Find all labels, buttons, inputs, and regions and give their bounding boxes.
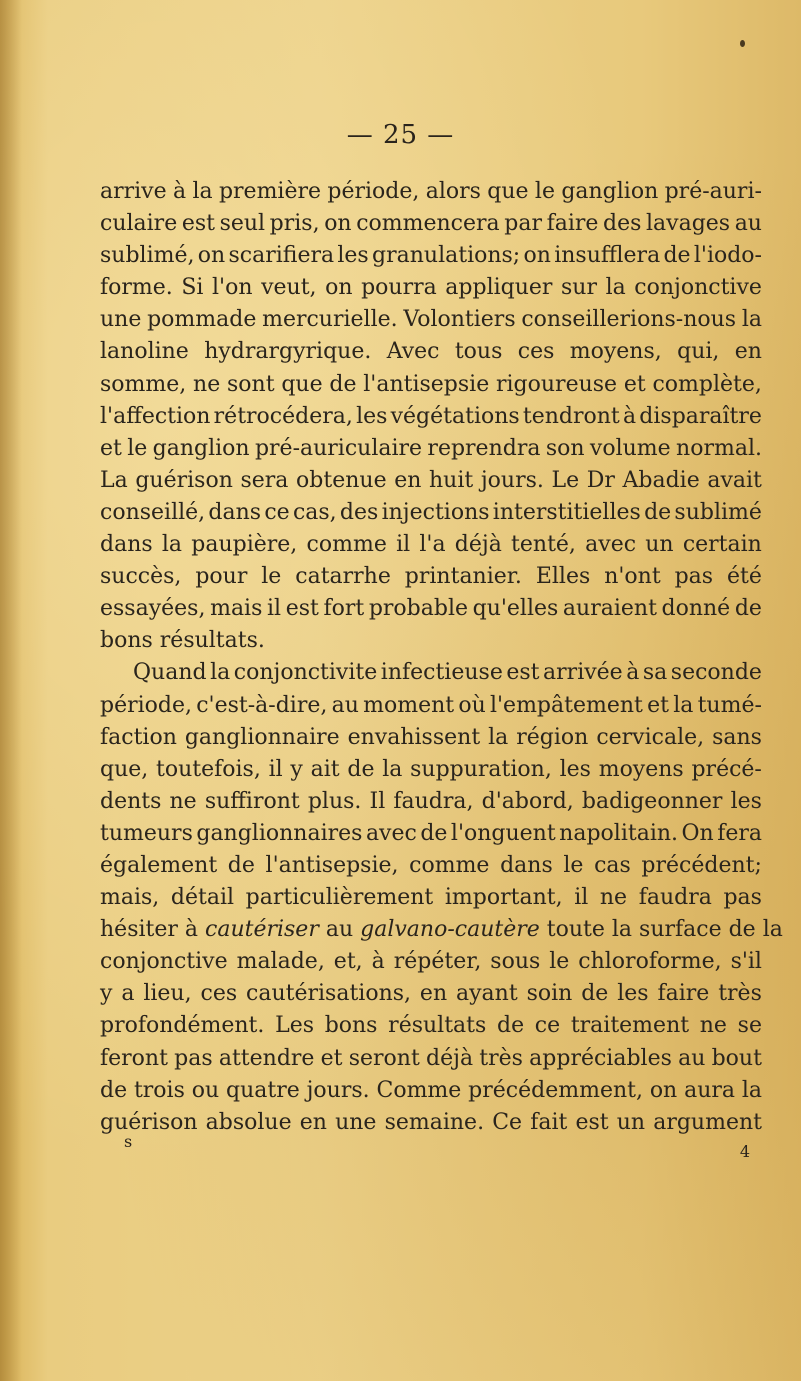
word: semaine. bbox=[384, 1109, 485, 1135]
word: l'a bbox=[419, 532, 446, 558]
word: guérison bbox=[135, 467, 233, 493]
word: déjà bbox=[426, 1045, 474, 1071]
text-line bbox=[100, 1107, 762, 1139]
word: période, bbox=[327, 179, 420, 204]
word: aura bbox=[684, 1077, 735, 1103]
word: mais, bbox=[100, 885, 160, 911]
word: seconde bbox=[670, 660, 762, 686]
word: particulièrement bbox=[245, 885, 434, 911]
word: y bbox=[100, 981, 113, 1007]
page-spine-shadow bbox=[0, 0, 22, 1381]
word: sera bbox=[240, 467, 289, 493]
text-line bbox=[100, 401, 762, 433]
word: badigeonner bbox=[581, 788, 723, 814]
word: au bbox=[678, 1045, 706, 1071]
word: au bbox=[734, 211, 762, 237]
text-line bbox=[100, 336, 762, 368]
word: un bbox=[645, 532, 674, 558]
text-line bbox=[100, 978, 762, 1010]
word: les bbox=[337, 243, 369, 269]
word: cervicale, bbox=[596, 724, 705, 750]
word: conjonctive bbox=[634, 275, 762, 301]
word: donné bbox=[661, 596, 731, 622]
word: ne bbox=[193, 371, 221, 397]
word: argument bbox=[653, 1109, 762, 1135]
word: faction bbox=[100, 724, 177, 750]
word: bons bbox=[324, 1013, 378, 1039]
word: détail bbox=[170, 885, 235, 911]
word: la bbox=[488, 724, 509, 750]
word: sublimé bbox=[674, 499, 762, 525]
word: il bbox=[267, 596, 282, 622]
word: ne bbox=[169, 788, 197, 814]
word: l'affection bbox=[100, 403, 211, 429]
word: on bbox=[325, 275, 353, 301]
word: de bbox=[100, 1077, 128, 1103]
word: avec bbox=[365, 820, 417, 846]
word: ne bbox=[699, 1013, 727, 1039]
word: appliquer bbox=[445, 275, 553, 301]
word: hydrargyrique. bbox=[204, 339, 372, 365]
word: la bbox=[210, 660, 231, 686]
word: ganglion bbox=[152, 435, 250, 461]
word: arrivée bbox=[543, 660, 623, 686]
text-line bbox=[100, 850, 762, 882]
word: au bbox=[331, 692, 359, 718]
word: comme bbox=[306, 532, 387, 558]
word: on bbox=[523, 243, 551, 269]
word: fait bbox=[530, 1109, 568, 1135]
text-line bbox=[100, 561, 762, 593]
text-line bbox=[100, 1010, 762, 1042]
word: d'abord, bbox=[481, 788, 574, 814]
word: précédemment, bbox=[468, 1077, 643, 1103]
word: Si bbox=[181, 275, 204, 301]
word: de bbox=[496, 1013, 525, 1039]
word: conseillerions-nous bbox=[521, 307, 737, 333]
italic-term-galvano-cautere: galvano-cautère bbox=[360, 917, 540, 943]
word: moyens, bbox=[569, 339, 662, 365]
word: ait bbox=[310, 756, 340, 782]
word: on bbox=[197, 243, 226, 269]
word: On bbox=[681, 820, 714, 846]
word: cautérisations, bbox=[246, 981, 412, 1007]
word: essayées, bbox=[100, 596, 206, 622]
word: insufflera bbox=[554, 243, 661, 269]
word: de bbox=[581, 981, 609, 1007]
word: tumeurs bbox=[100, 820, 193, 846]
text-line bbox=[100, 882, 762, 914]
word: l'antisepsie bbox=[363, 371, 490, 397]
word: Le bbox=[551, 467, 580, 493]
word: jours. bbox=[480, 467, 544, 493]
word: et bbox=[100, 435, 122, 461]
word: dents bbox=[100, 788, 162, 814]
word: où bbox=[458, 692, 486, 718]
word: a bbox=[121, 981, 135, 1007]
word: reprendra bbox=[427, 435, 541, 461]
word: également bbox=[100, 852, 218, 878]
word: ayant bbox=[456, 981, 518, 1007]
word: culaire bbox=[100, 211, 178, 237]
text-line bbox=[100, 208, 762, 240]
word: une bbox=[335, 1109, 377, 1135]
word: conjonctive bbox=[100, 949, 228, 975]
word: les bbox=[559, 756, 591, 782]
word: de bbox=[734, 596, 762, 622]
word: Il bbox=[369, 788, 386, 814]
word: le bbox=[549, 949, 570, 975]
word: qu'elles bbox=[472, 596, 559, 622]
word: de bbox=[227, 852, 255, 878]
word: il bbox=[396, 532, 411, 558]
word: il bbox=[574, 885, 589, 911]
word: pour bbox=[195, 564, 248, 590]
word: forme. bbox=[100, 275, 173, 301]
word: dans bbox=[100, 532, 153, 558]
text-line bbox=[100, 690, 762, 722]
word: absolue bbox=[205, 1109, 292, 1135]
word: Abadie bbox=[622, 467, 700, 493]
word: quatre bbox=[226, 1077, 300, 1103]
word: appréciables bbox=[529, 1045, 672, 1071]
word: volume bbox=[589, 435, 671, 461]
word: seront bbox=[348, 1045, 420, 1071]
word: de bbox=[347, 756, 375, 782]
word: cas bbox=[594, 852, 631, 878]
word: résultats bbox=[388, 1013, 487, 1039]
word: des bbox=[339, 499, 379, 525]
word: lanoline bbox=[100, 339, 189, 365]
text-line bbox=[100, 272, 762, 304]
word: bout bbox=[711, 1045, 762, 1071]
text-segment: au bbox=[318, 917, 361, 943]
word: jours. bbox=[306, 1077, 370, 1103]
word: on bbox=[649, 1077, 678, 1103]
word: région bbox=[516, 724, 589, 750]
text-line-content: bons résultats. bbox=[100, 628, 265, 654]
word: fera bbox=[717, 820, 762, 846]
word: que bbox=[487, 179, 529, 204]
word: les bbox=[617, 981, 649, 1007]
word: envahissent bbox=[347, 724, 481, 750]
word: trois bbox=[133, 1077, 185, 1103]
text-line bbox=[100, 1075, 762, 1107]
text-line bbox=[100, 818, 762, 850]
word: attendre bbox=[218, 1045, 315, 1071]
text-line bbox=[100, 369, 762, 401]
word: sous bbox=[490, 949, 541, 975]
word: lavages bbox=[646, 211, 731, 237]
word: le bbox=[534, 179, 555, 204]
word: succès, bbox=[100, 564, 182, 590]
word: il bbox=[268, 756, 283, 782]
word: veut, bbox=[261, 275, 317, 301]
word: est bbox=[285, 596, 319, 622]
word: mais bbox=[210, 596, 263, 622]
word: Ce bbox=[492, 1109, 523, 1135]
text-line bbox=[100, 465, 762, 497]
text-line bbox=[100, 722, 762, 754]
word: l'antisepsie, bbox=[265, 852, 399, 878]
word: ces bbox=[517, 339, 555, 365]
word: été bbox=[727, 564, 762, 590]
word: suppuration, bbox=[410, 756, 552, 782]
word: que, bbox=[100, 756, 149, 782]
word: comme bbox=[409, 852, 490, 878]
word: Avec bbox=[386, 339, 440, 365]
word: c'est-à-dire, bbox=[196, 692, 328, 718]
word: sur bbox=[561, 275, 597, 301]
word: l'on bbox=[212, 275, 253, 301]
text-line-paragraph-end bbox=[100, 625, 762, 657]
word: les bbox=[356, 403, 388, 429]
word: est bbox=[506, 660, 540, 686]
word: déjà bbox=[454, 532, 502, 558]
word: complète, bbox=[652, 371, 762, 397]
text-line bbox=[100, 754, 762, 786]
word: est bbox=[181, 211, 215, 237]
word: la bbox=[741, 1077, 762, 1103]
text-line bbox=[100, 240, 762, 272]
word: pourra bbox=[361, 275, 437, 301]
word: ou bbox=[191, 1077, 220, 1103]
text-line bbox=[100, 529, 762, 561]
text-line-paragraph-start bbox=[100, 657, 762, 689]
word: la bbox=[382, 756, 403, 782]
word: important, bbox=[444, 885, 563, 911]
word: de bbox=[644, 499, 672, 525]
word: Quand bbox=[133, 660, 207, 686]
word: en bbox=[394, 467, 422, 493]
text-segment: toute la surface de la bbox=[539, 917, 783, 943]
word: la bbox=[605, 275, 626, 301]
word: La bbox=[100, 467, 128, 493]
word: que bbox=[281, 371, 323, 397]
text-line bbox=[100, 176, 762, 208]
word: ne bbox=[599, 885, 628, 911]
word: ce bbox=[534, 1013, 561, 1039]
word: mercurielle. bbox=[262, 307, 398, 333]
word: et bbox=[647, 692, 669, 718]
word: période, bbox=[100, 692, 192, 718]
word: son bbox=[545, 435, 585, 461]
word: tous bbox=[454, 339, 503, 365]
word: tumé- bbox=[697, 692, 762, 718]
ink-speck bbox=[740, 40, 745, 47]
word: fort bbox=[323, 596, 365, 622]
word: en bbox=[299, 1109, 327, 1135]
word: plus. bbox=[307, 788, 362, 814]
word: suffiront bbox=[204, 788, 300, 814]
word: obtenue bbox=[296, 467, 387, 493]
word: certain bbox=[682, 532, 762, 558]
word: en bbox=[734, 339, 762, 365]
word: et, bbox=[333, 949, 363, 975]
word: et bbox=[320, 1045, 343, 1071]
word: l'onguent bbox=[450, 820, 556, 846]
word: faire bbox=[546, 211, 599, 237]
body-text bbox=[100, 176, 783, 1139]
word: tenté, bbox=[511, 532, 576, 558]
word: avait bbox=[707, 467, 762, 493]
text-line bbox=[100, 1043, 762, 1075]
word: le bbox=[261, 564, 282, 590]
word: de bbox=[663, 243, 691, 269]
word: à bbox=[626, 660, 640, 686]
word: ces bbox=[200, 981, 238, 1007]
word: le bbox=[127, 435, 148, 461]
word: est bbox=[575, 1109, 609, 1135]
word: catarrhe bbox=[295, 564, 391, 590]
word: la bbox=[741, 307, 762, 333]
text-line bbox=[100, 433, 762, 465]
italic-term-cauteriser: cautériser bbox=[205, 917, 319, 943]
word: première bbox=[218, 179, 322, 204]
word: ce bbox=[264, 499, 290, 525]
word: à bbox=[172, 179, 187, 204]
word: la bbox=[192, 179, 213, 204]
word: sa bbox=[642, 660, 668, 686]
word: s'il bbox=[730, 949, 762, 975]
word: seul bbox=[219, 211, 266, 237]
word: le bbox=[563, 852, 584, 878]
word: pas bbox=[174, 1045, 213, 1071]
word: moment bbox=[363, 692, 455, 718]
word: dans bbox=[500, 852, 553, 878]
word: Volontiers bbox=[403, 307, 516, 333]
word: printanier. bbox=[404, 564, 522, 590]
word: infectieuse bbox=[380, 660, 503, 686]
word: sans bbox=[712, 724, 762, 750]
word: pris, bbox=[269, 211, 320, 237]
word: scarifiera bbox=[228, 243, 335, 269]
word: des bbox=[603, 211, 642, 237]
word: normal. bbox=[676, 435, 762, 461]
word: pas bbox=[723, 885, 762, 911]
word: lieu, bbox=[143, 981, 192, 1007]
word: chloroforme, bbox=[578, 949, 722, 975]
word: commencera bbox=[356, 211, 500, 237]
word: l'iodo- bbox=[693, 243, 762, 269]
word: ganglion bbox=[561, 179, 659, 204]
word: les bbox=[730, 788, 762, 814]
word: profondément. bbox=[100, 1013, 265, 1039]
word: guérison bbox=[100, 1109, 198, 1135]
word: faudra, bbox=[393, 788, 474, 814]
word: la bbox=[673, 692, 694, 718]
word: se bbox=[737, 1013, 762, 1039]
word: végétations bbox=[390, 403, 520, 429]
word: huit bbox=[429, 467, 474, 493]
word: Elles bbox=[535, 564, 591, 590]
word: on bbox=[324, 211, 352, 237]
word: arrive bbox=[100, 179, 167, 204]
word: pré-auri- bbox=[664, 179, 762, 204]
word: conjonctivite bbox=[233, 660, 378, 686]
word: pommade bbox=[147, 307, 257, 333]
word: très bbox=[479, 1045, 523, 1071]
word: malade, bbox=[236, 949, 325, 975]
word: l'empâtement bbox=[489, 692, 643, 718]
word: la bbox=[161, 532, 183, 558]
word: dans bbox=[208, 499, 262, 525]
word: soin bbox=[526, 981, 573, 1007]
signature-mark-left: s bbox=[124, 1132, 133, 1151]
word: à bbox=[371, 949, 385, 975]
word: à bbox=[622, 403, 637, 429]
word: faudra bbox=[638, 885, 712, 911]
word: rétrocédera, bbox=[213, 403, 353, 429]
word: n'ont bbox=[604, 564, 661, 590]
text-line-with-italics bbox=[100, 914, 783, 946]
word: sublimé, bbox=[100, 243, 195, 269]
word: Les bbox=[275, 1013, 314, 1039]
text-line bbox=[100, 593, 762, 625]
word: en bbox=[419, 981, 448, 1007]
word: qui, bbox=[677, 339, 720, 365]
word: probable bbox=[368, 596, 468, 622]
word: un bbox=[616, 1109, 646, 1135]
word: napolitain. bbox=[559, 820, 679, 846]
word: ganglionnaire bbox=[184, 724, 340, 750]
word: Dr bbox=[586, 467, 615, 493]
word: cas, bbox=[292, 499, 337, 525]
word: traitement bbox=[570, 1013, 690, 1039]
word: pré-auriculaire bbox=[254, 435, 423, 461]
word: avec bbox=[585, 532, 637, 558]
word: alors bbox=[425, 179, 481, 204]
word: faire bbox=[657, 981, 710, 1007]
word: tendront bbox=[522, 403, 620, 429]
page-number: — 25 — bbox=[346, 120, 455, 150]
word: conseillé, bbox=[100, 499, 206, 525]
word: paupière, bbox=[191, 532, 298, 558]
word: feront bbox=[100, 1045, 168, 1071]
word: pas bbox=[674, 564, 714, 590]
word: précédent; bbox=[641, 852, 762, 878]
word: somme, bbox=[100, 371, 187, 397]
word: ganglionnaires bbox=[196, 820, 363, 846]
word: injections bbox=[381, 499, 490, 525]
word: une bbox=[100, 307, 142, 333]
word: rigoureuse bbox=[496, 371, 618, 397]
word: toutefois, bbox=[156, 756, 261, 782]
text-line bbox=[100, 786, 762, 818]
word: précé- bbox=[691, 756, 762, 782]
word: très bbox=[718, 981, 762, 1007]
word: par bbox=[504, 211, 542, 237]
word: granulations; bbox=[372, 243, 521, 269]
text-segment: hésiter à bbox=[100, 917, 205, 943]
word: de bbox=[329, 371, 357, 397]
text-line bbox=[100, 497, 762, 529]
text-line bbox=[100, 304, 762, 336]
word: Comme bbox=[376, 1077, 462, 1103]
word: de bbox=[420, 820, 448, 846]
word: moyens bbox=[598, 756, 684, 782]
word: auraient bbox=[562, 596, 657, 622]
word: répéter, bbox=[393, 949, 482, 975]
word: disparaître bbox=[639, 403, 762, 429]
word: y bbox=[290, 756, 303, 782]
signature-mark-right: 4 bbox=[739, 1142, 750, 1161]
text-line bbox=[100, 946, 762, 978]
word: sont bbox=[227, 371, 275, 397]
word: et bbox=[623, 371, 646, 397]
word: interstitielles bbox=[492, 499, 641, 525]
